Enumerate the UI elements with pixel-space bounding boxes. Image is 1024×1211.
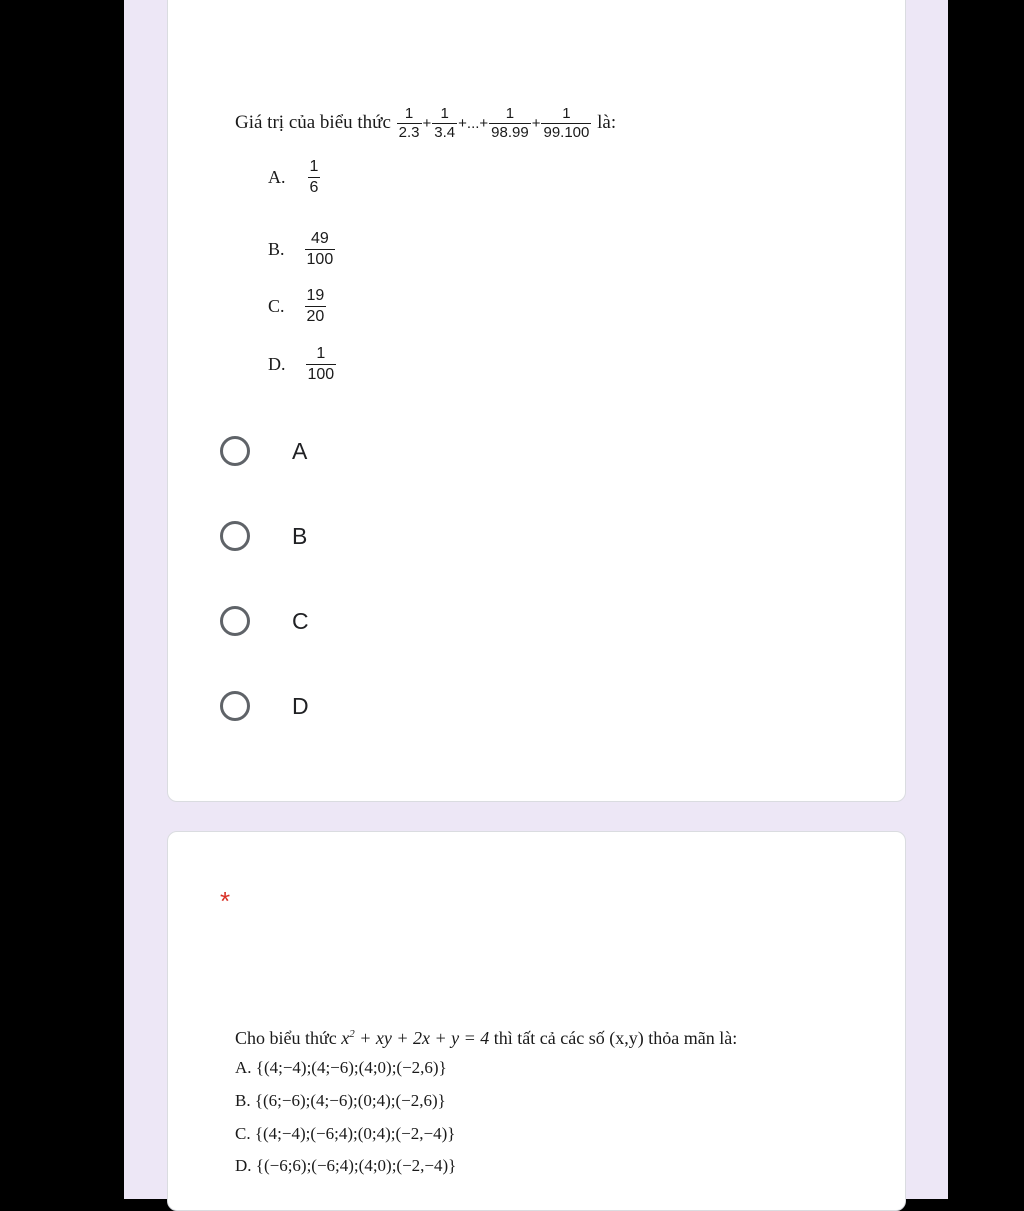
choice-b[interactable] bbox=[220, 518, 307, 554]
choice-label: A bbox=[292, 437, 308, 464]
q2-option-a: A. {(4;−4);(4;−6);(4;0);(−2,6)} bbox=[235, 1058, 447, 1077]
option-b: B. $\frac{49}{100}$ bbox=[268, 230, 334, 268]
choice-c[interactable] bbox=[220, 603, 309, 639]
choice-d[interactable] bbox=[220, 688, 309, 724]
choice-label: B bbox=[292, 522, 308, 549]
q2-option-d: D. {(−6;6);(−6;4);(4;0);(−2,−4)} bbox=[235, 1156, 457, 1175]
question-1-prefix: Giá trị của biểu thức bbox=[235, 111, 391, 133]
expression: $x^2$ + xy + 2x + y = 4 bbox=[341, 1028, 490, 1048]
plus-sign: + bbox=[531, 115, 541, 132]
choice-label: D bbox=[292, 692, 309, 719]
radio-button[interactable] bbox=[220, 436, 250, 466]
radio-button[interactable] bbox=[220, 521, 250, 551]
radio-button[interactable] bbox=[220, 606, 250, 636]
question-card-2 bbox=[167, 831, 906, 1211]
question-1-suffix: là: bbox=[597, 111, 617, 133]
choice-label: C bbox=[292, 607, 309, 634]
fraction-term-2: $\frac{1}{3.4}$ bbox=[434, 105, 456, 141]
choice-a[interactable] bbox=[220, 433, 307, 469]
option-c: C. $\frac{19}{20}$ bbox=[268, 287, 325, 325]
fraction-term-3: $\frac{1}{98.99}$ bbox=[491, 105, 529, 141]
required-asterisk: * bbox=[220, 886, 231, 916]
option-a: A. $\frac{1}{6}$ bbox=[268, 158, 319, 196]
question-1-text bbox=[235, 105, 616, 142]
radio-button[interactable] bbox=[220, 691, 250, 721]
q2-option-b: B. {(6;−6);(4;−6);(0;4);(−2,6)} bbox=[235, 1091, 446, 1110]
fraction-term-1: $\frac{1}{2.3}$ bbox=[398, 105, 420, 141]
fraction-term-4: $\frac{1}{99.100}$ bbox=[543, 105, 590, 141]
ellipsis: +...+ bbox=[458, 115, 489, 132]
q2-option-c: C. {(4;−4);(−6;4);(0;4);(−2,−4)} bbox=[235, 1124, 456, 1143]
option-d: D. $\frac{1}{100}$ bbox=[268, 345, 335, 383]
question-2-text: Cho biểu thức $x^2$ + xy + 2x + y = 4 thì tất cả các số (x,y) thỏa mãn là: bbox=[235, 1028, 738, 1048]
plus-sign: + bbox=[422, 115, 432, 132]
